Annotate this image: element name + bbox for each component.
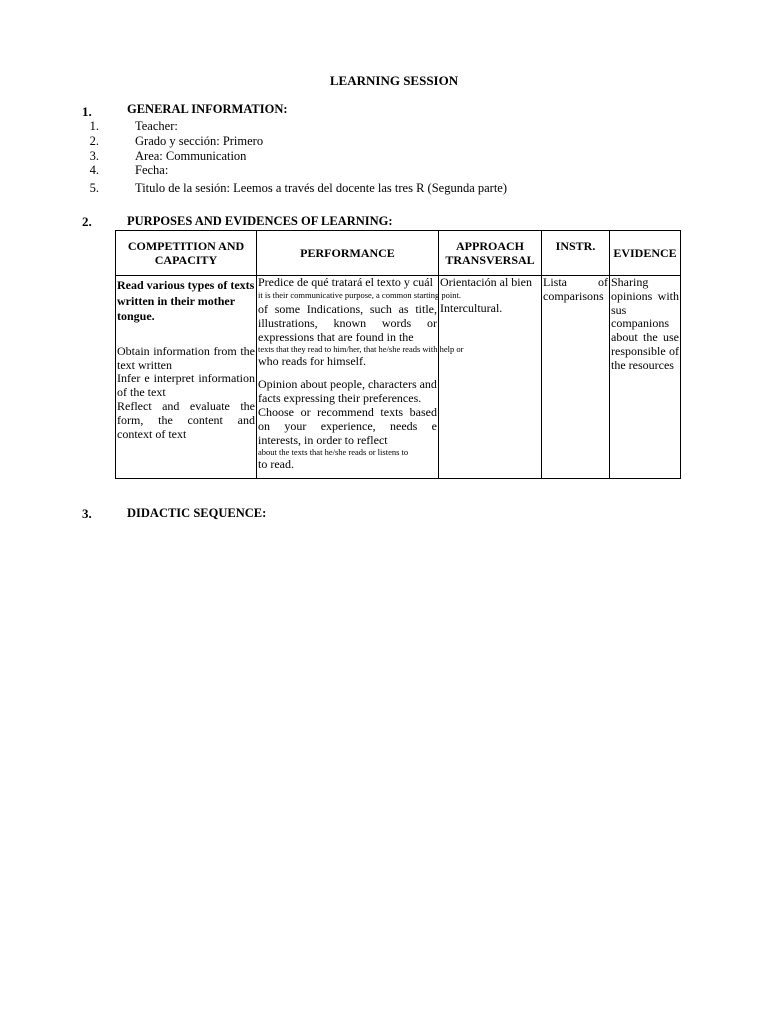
instr-cell: Lista of comparisons [542, 276, 610, 479]
section-1-number: 1. [82, 104, 92, 119]
header-evidence: EVIDENCE [610, 231, 681, 276]
approach-line: Orientación al bien [440, 275, 532, 289]
date-item: Fecha: [135, 163, 169, 177]
performance-line: Predice de qué tratará el texto y cuál [258, 275, 433, 289]
header-competition: COMPETITION AND CAPACITY [116, 231, 257, 276]
session-title-item: Titulo de la sesión: Leemos a través del docente las tres R (Segunda parte) [135, 181, 508, 195]
learning-table [115, 230, 681, 479]
performance-line: of some Indications, such as title, illustrations, known words or expressions that are found in the [258, 301, 437, 344]
performance-line: Choose or recommend texts based on your experience, needs e interests, in order to reflect [258, 404, 437, 447]
list-item-number: 2. [89, 134, 99, 148]
list-item-number: 5. [89, 181, 99, 195]
header-instr: INSTR. [542, 231, 610, 276]
grade-item: Grado y sección: Primero [135, 134, 264, 148]
capacity-obtain: Obtain information from the text written [117, 343, 255, 372]
section-2-heading: PURPOSES AND EVIDENCES OF LEARNING: [127, 214, 393, 228]
competition-main: Read various types of texts written in their mother tongue. [117, 278, 255, 324]
performance-cell [257, 275, 464, 479]
section-3-heading: DIDACTIC SEQUENCE: [127, 506, 267, 520]
competition-cell [116, 276, 257, 479]
section-2-number: 2. [82, 214, 92, 229]
performance-line: to read. [258, 456, 294, 471]
performance-line: texts that they read to him/her, that he/she reads with help or [258, 344, 464, 355]
page-title: LEARNING SESSION [329, 73, 459, 88]
list-item-number: 3. [89, 149, 99, 163]
performance-line: it is their communicative purpose, a common starting point. [258, 289, 462, 300]
evidence-cell: Sharing opinions with sus companions about the use responsible of the resources [610, 276, 681, 479]
header-performance: PERFORMANCE [257, 231, 439, 276]
approach-cell [439, 276, 542, 479]
teacher-item: Teacher: [135, 119, 178, 133]
list-item-number: 1. [89, 119, 99, 133]
table-header-row [116, 231, 681, 276]
approach-line: Intercultural. [440, 300, 503, 315]
section-3-number: 3. [82, 506, 92, 521]
performance-line: Opinion about people, characters and facts expressing their preferences. [258, 377, 437, 406]
section-1-heading: GENERAL INFORMATION: [127, 102, 288, 116]
list-item-number: 4. [89, 163, 99, 177]
capacity-reflect: Reflect and evaluate the form, the content and context of text [117, 398, 255, 441]
capacity-infer: Infer e interpret information of the text [117, 371, 255, 400]
area-item: Area: Communication [135, 149, 247, 163]
header-approach: APPROACH TRANSVERSAL [439, 231, 542, 276]
performance-line: about the texts that he/she reads or listens to [258, 447, 409, 458]
table-row [116, 276, 681, 479]
performance-line: who reads for himself. [258, 353, 366, 368]
